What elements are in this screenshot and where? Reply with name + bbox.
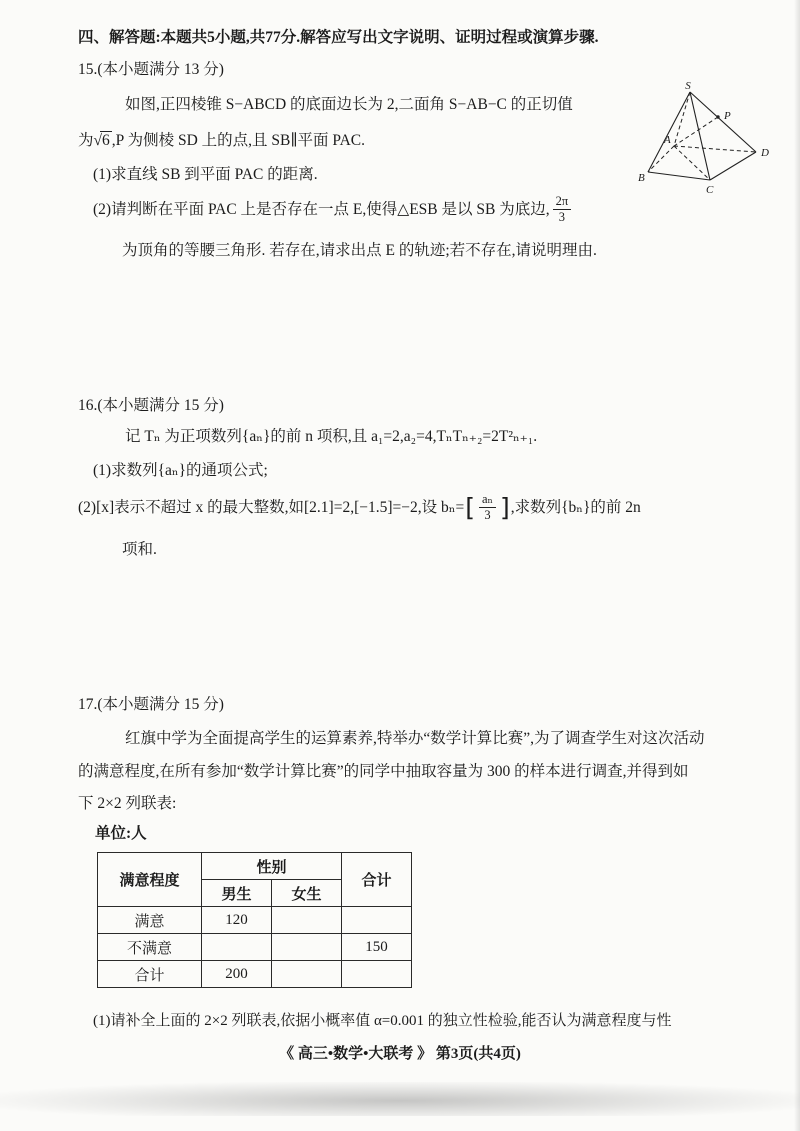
figure-label-a: A: [664, 134, 671, 146]
scan-artifact-bottom: [0, 1082, 800, 1116]
fraction-2pi-3: [553, 194, 572, 225]
contingency-table: [97, 852, 412, 988]
fraction-an-3: [479, 492, 496, 523]
fraction-denominator: 3: [558, 210, 565, 224]
cell-unsatisfied-male: [202, 934, 272, 961]
p16-q2-line2: 项和.: [122, 541, 157, 558]
p15-line1: 如图,正四棱锥 S−ABCD 的底面边长为 2,二面角 S−AB−C 的正切值: [125, 96, 573, 113]
p17-line2: 的满意程度,在所有参加“数学计算比赛”的同学中抽取容量为 300 的样本进行调查,并得到如: [78, 763, 689, 780]
p15-title: 15.(本小题满分 13 分): [78, 61, 224, 78]
p15-line2: [78, 131, 365, 150]
header-male: 男生: [202, 880, 272, 907]
row-label-unsatisfied: 不满意: [98, 934, 202, 961]
p17-unit-label: 单位:人: [95, 825, 147, 842]
p15-q2: [93, 194, 574, 225]
figure-label-c: C: [706, 184, 714, 196]
cell-unsatisfied-total: 150: [342, 934, 412, 961]
cell-satisfied-female: [272, 907, 342, 934]
p15-line2-rest: ,P 为侧棱 SD 上的点,且 SB∥平面 PAC.: [111, 132, 365, 149]
p16-title: 16.(本小题满分 15 分): [78, 397, 224, 414]
header-satisfaction: 满意程度: [98, 853, 202, 907]
p15-q2-text: (2)请判断在平面 PAC 上是否存在一点 E,使得△ESB 是以 SB 为底边,: [93, 200, 550, 218]
left-bracket: [: [465, 493, 475, 522]
cell-total-male: 200: [202, 961, 272, 988]
figure-label-s: S: [685, 80, 691, 92]
header-total: 合计: [342, 853, 412, 907]
cell-unsatisfied-female: [272, 934, 342, 961]
p17-line3: 下 2×2 列联表:: [78, 795, 177, 812]
row-label-satisfied: 满意: [98, 907, 202, 934]
cell-total-female: [272, 961, 342, 988]
cell-total-total: [342, 961, 412, 988]
p15-line2-prefix: 为: [78, 132, 94, 149]
section-header: 四、解答题:本题共5小题,共77分.解答应写出文字说明、证明过程或演算步骤.: [78, 29, 599, 46]
page-footer: 《 高三•数学•大联考 》 第3页(共4页): [279, 1046, 521, 1062]
p15-q1: (1)求直线 SB 到平面 PAC 的距离.: [93, 166, 318, 183]
sqrt-expression: [94, 132, 112, 149]
p16-line1: 记 Tₙ 为正项数列{aₙ}的前 n 项积,且 a₁=2,a₂=4,TₙTₙ₊₂=2T²ₙ₊₁.: [125, 428, 538, 445]
figure-label-p: P: [724, 110, 731, 122]
cell-satisfied-male: 120: [202, 907, 272, 934]
right-bracket: ]: [499, 493, 510, 522]
p17-title: 17.(本小题满分 15 分): [78, 696, 224, 713]
table-row: [98, 961, 412, 988]
fraction-numerator: aₙ: [479, 492, 496, 508]
figure-label-b: B: [638, 172, 645, 184]
header-gender: 性别: [202, 853, 342, 880]
p17-line1: 红旗中学为全面提高学生的运算素养,特举办“数学计算比赛”,为了调查学生对这次活动: [125, 730, 705, 747]
header-female: 女生: [272, 880, 342, 907]
radical-sign: √: [93, 132, 103, 149]
p17-q1: (1)请补全上面的 2×2 列联表,依据小概率值 α=0.001 的独立性检验,能否认为满意程度与性: [93, 1013, 672, 1029]
p16-q1: (1)求数列{aₙ}的通项公式;: [93, 462, 268, 479]
table-row: [98, 934, 412, 961]
figure-label-d: D: [761, 147, 769, 159]
pyramid-figure: [638, 80, 788, 202]
scan-artifact-right-edge: [794, 0, 800, 1131]
radicand: 6: [102, 132, 110, 149]
fraction-denominator: 3: [484, 508, 491, 522]
row-label-total: 合计: [98, 961, 202, 988]
table-row: [98, 907, 412, 934]
cell-satisfied-total: [342, 907, 412, 934]
p16-q2: [78, 492, 641, 523]
fraction-numerator: 2π: [553, 194, 572, 210]
p16-q2-prefix: (2)[x]表示不超过 x 的最大整数,如[2.1]=2,[−1.5]=−2,设 bₙ=: [78, 498, 465, 516]
table-header-row: [98, 853, 412, 880]
p16-q2-suffix: ,求数列{bₙ}的前 2n: [510, 498, 641, 516]
point-p-dot: [716, 115, 719, 118]
p15-q2-line2: 为顶角的等腰三角形. 若存在,请求出点 E 的轨迹;若不存在,请说明理由.: [122, 242, 597, 259]
